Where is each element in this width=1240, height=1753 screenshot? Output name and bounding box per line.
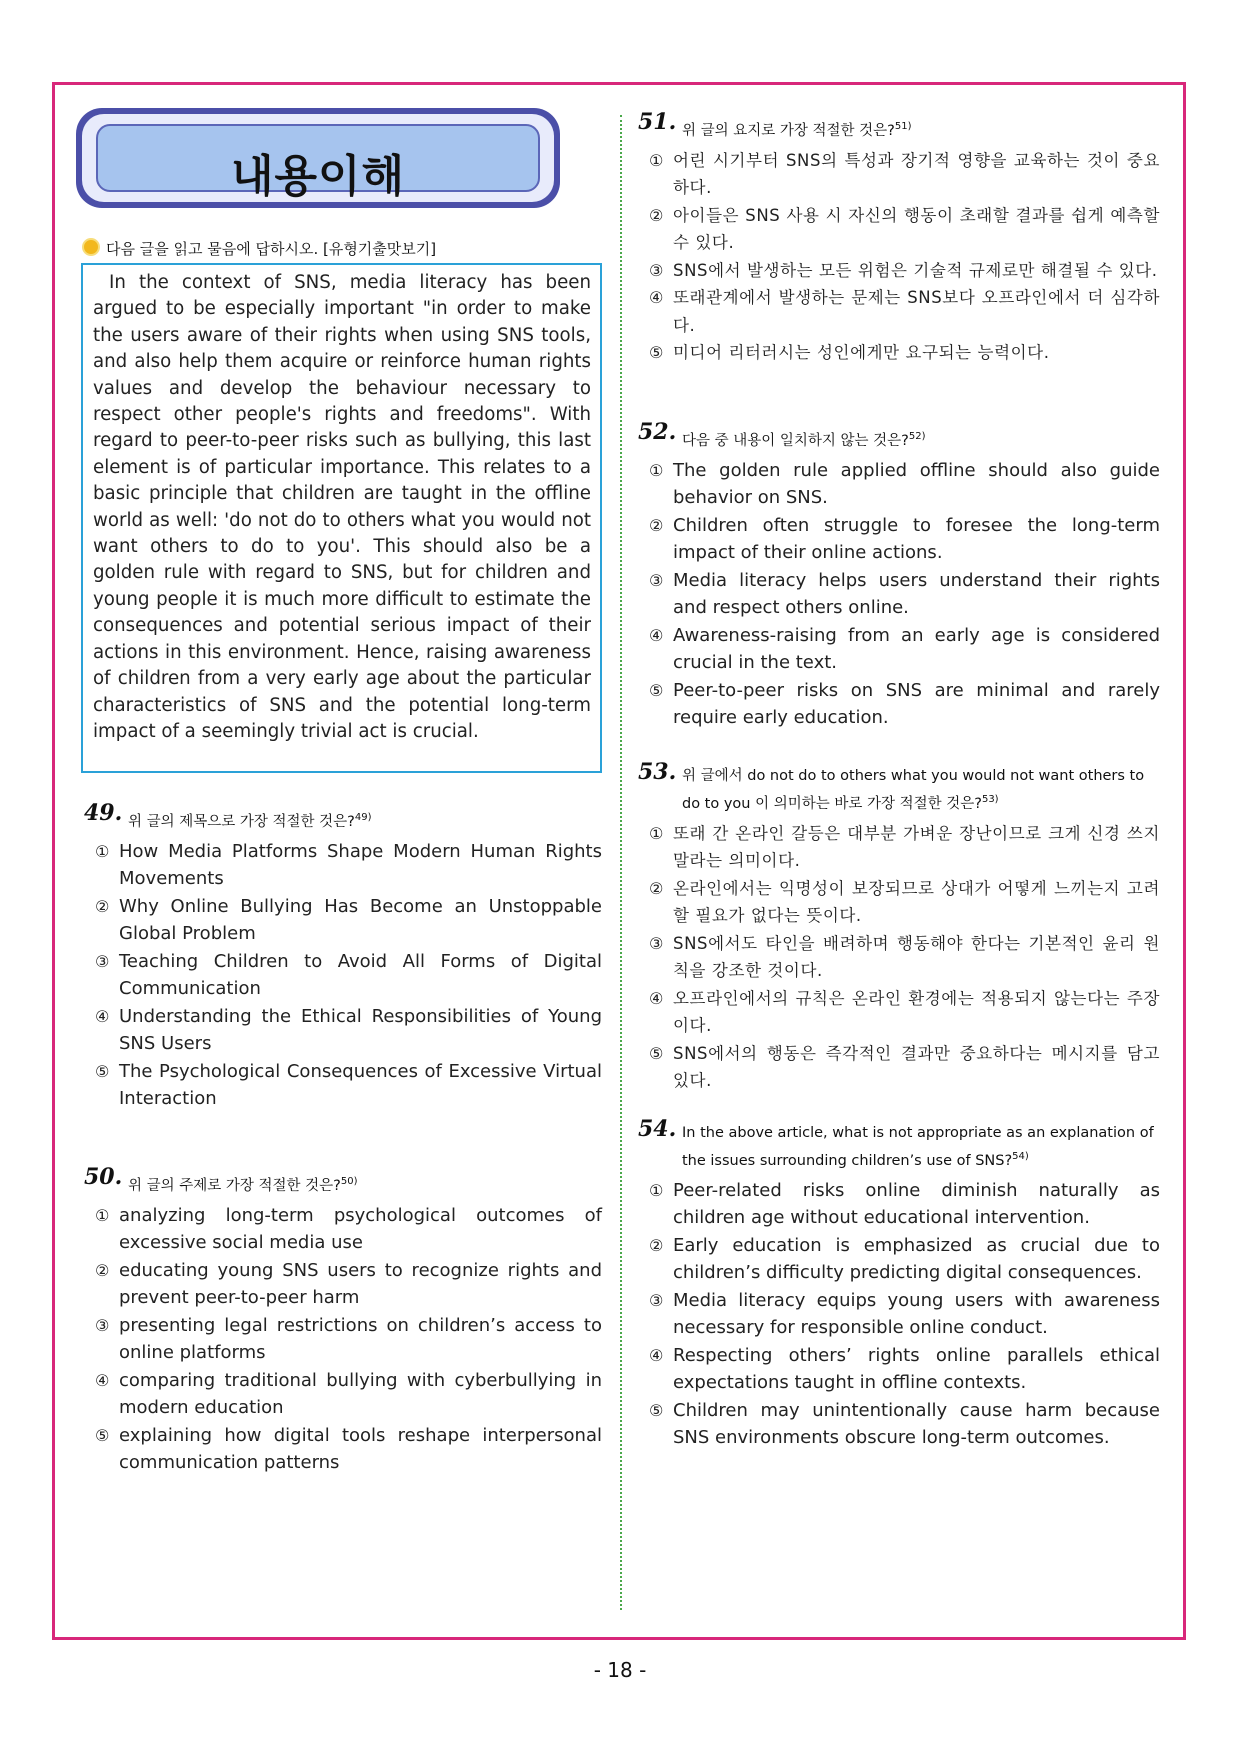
question-52-footnote: 52) — [908, 431, 926, 442]
question-52-option-3[interactable]: ③ Media literacy helps users understand their rights and respect others online. — [649, 569, 1160, 619]
question-49 — [84, 800, 602, 1113]
question-49-stem — [84, 800, 602, 834]
column-divider — [620, 115, 622, 1610]
question-52-option-2[interactable]: ② Children often struggle to foresee the long-term impact of their online actions. — [649, 514, 1160, 564]
question-51-option-1[interactable]: ① 어린 시기부터 SNS의 특성과 장기적 영향을 교육하는 것이 중요하다. — [649, 150, 1160, 198]
reading-passage: In the context of SNS, media literacy has been argued to be especially important "in order to make the users aware of their rights when using SNS tools, and also help them acquire or reinforce human rights values and develop the behaviour necessary to respect other people's rights and freedoms". With regard to peer-to-peer risks such as bullying, this last element is of particular importance. This relates to a basic principle that children are taught in the offline world as well: 'do not do to others what you would not want others to do to you'. This should also be a golden rule with regard to SNS, but for children and young people it is much more difficult to estimate the consequences and potential serious impact of their actions in this environment. Hence, raising awareness of children from a very early age about the particular characteristics of SNS and the potential long-term impact of a seemingly trivial act is crucial. — [81, 263, 602, 773]
section-title-banner — [76, 108, 560, 208]
question-51 — [638, 109, 1160, 367]
question-51-option-2[interactable]: ② 아이들은 SNS 사용 시 자신의 행동이 초래할 결과를 쉽게 예측할 수 있다. — [649, 205, 1160, 253]
question-53-option-1[interactable]: ① 또래 간 온라인 갈등은 대부분 가벼운 장난이므로 크게 신경 쓰지 말라는 의미이다. — [649, 823, 1160, 871]
question-54-number: 54. — [638, 1116, 677, 1142]
question-49-option-1[interactable]: ① How Media Platforms Shape Modern Human Rights Movements — [95, 840, 602, 890]
question-51-footnote: 51) — [894, 121, 912, 132]
question-53-option-5[interactable]: ⑤ SNS에서의 행동은 즉각적인 결과만 중요하다는 메시지를 담고 있다. — [649, 1043, 1160, 1091]
question-51-option-5[interactable]: ⑤ 미디어 리터러시는 성인에게만 요구되는 능력이다. — [649, 343, 1050, 363]
question-54-text: In the above article, what is not appropriate as an explanation of the issues surrounding children’s use of SNS? — [682, 1125, 1154, 1169]
question-53-option-2[interactable]: ② 온라인에서는 익명성이 보장되므로 상대가 어떻게 느끼는지 고려할 필요가 없다는 뜻이다. — [649, 878, 1160, 926]
question-50-text: 위 글의 주제로 가장 적절한 것은? — [128, 1177, 341, 1194]
question-52-option-4[interactable]: ④ Awareness-raising from an early age is considered crucial in the text. — [649, 624, 1160, 674]
question-50-option-3[interactable]: ③ presenting legal restrictions on children’s access to online platforms — [95, 1314, 602, 1364]
question-54-option-5[interactable]: ⑤ Children may unintentionally cause harm because SNS environments obscure long-term outcomes. — [649, 1399, 1160, 1449]
question-52-option-5[interactable]: ⑤ Peer-to-peer risks on SNS are minimal and rarely require early education. — [649, 679, 1160, 729]
question-52-text: 다음 중 내용이 일치하지 않는 것은? — [682, 432, 909, 449]
question-53-footnote: 53) — [981, 794, 999, 805]
question-50-option-2[interactable]: ② educating young SNS users to recognize rights and prevent peer-to-peer harm — [95, 1259, 602, 1309]
question-53 — [638, 759, 1160, 1095]
question-49-number: 49. — [84, 800, 123, 826]
flower-icon — [82, 238, 100, 256]
question-49-option-5[interactable]: ⑤ The Psychological Consequences of Excessive Virtual Interaction — [95, 1060, 602, 1110]
question-50-option-4[interactable]: ④ comparing traditional bullying with cyberbullying in modern education — [95, 1369, 602, 1419]
question-52-number: 52. — [638, 419, 677, 445]
question-49-option-3[interactable]: ③ Teaching Children to Avoid All Forms of Digital Communication — [95, 950, 602, 1000]
question-49-option-2[interactable]: ② Why Online Bullying Has Become an Unstoppable Global Problem — [95, 895, 602, 945]
instruction — [82, 238, 436, 259]
question-54-option-3[interactable]: ③ Media literacy equips young users with awareness necessary for responsible online conduct. — [649, 1289, 1160, 1339]
question-51-option-4[interactable]: ④ 또래관계에서 발생하는 문제는 SNS보다 오프라인에서 더 심각하다. — [649, 288, 1160, 335]
question-52 — [638, 419, 1160, 732]
question-51-text: 위 글의 요지로 가장 적절한 것은? — [682, 122, 895, 139]
instruction-text: 다음 글을 읽고 물음에 답하시오. [유형기출맛보기] — [106, 240, 437, 258]
question-53-option-4[interactable]: ④ 오프라인에서의 규칙은 온라인 환경에는 적용되지 않는다는 주장이다. — [649, 988, 1160, 1036]
question-54-stem — [638, 1116, 1160, 1173]
question-50 — [84, 1164, 602, 1477]
question-50-option-5[interactable]: ⑤ explaining how digital tools reshape interpersonal communication patterns — [95, 1424, 602, 1474]
question-53-text: 위 글에서 do not do to others what you would not want others to do to you 이 의미하는 바로 가장 적절한 것은? — [682, 768, 1145, 812]
question-54-footnote: 54) — [1012, 1151, 1029, 1162]
question-52-stem — [638, 419, 1160, 453]
question-49-text: 위 글의 제목으로 가장 적절한 것은? — [128, 813, 355, 830]
question-49-option-4[interactable]: ④ Understanding the Ethical Responsibilities of Young SNS Users — [95, 1005, 602, 1055]
question-50-option-1[interactable]: ① analyzing long-term psychological outcomes of excessive social media use — [95, 1204, 602, 1254]
question-52-option-1[interactable]: ① The golden rule applied offline should also guide behavior on SNS. — [649, 459, 1160, 509]
question-50-stem — [84, 1164, 602, 1198]
question-50-number: 50. — [84, 1164, 123, 1190]
question-54 — [638, 1116, 1160, 1452]
question-53-option-3[interactable]: ③ SNS에서도 타인을 배려하며 행동해야 한다는 기본적인 윤리 원칙을 강조한 것이다. — [649, 933, 1160, 981]
question-51-stem — [638, 109, 1160, 143]
section-title: 내용이해 — [230, 151, 405, 202]
page-number: - 18 - — [593, 1658, 647, 1682]
question-50-footnote: 50) — [340, 1176, 358, 1187]
question-51-number: 51. — [638, 109, 677, 135]
question-54-option-2[interactable]: ② Early education is emphasized as crucial due to children’s difficulty predicting digital consequences. — [649, 1234, 1160, 1284]
question-54-option-1[interactable]: ① Peer-related risks online diminish naturally as children age without educational intervention. — [649, 1179, 1160, 1229]
question-53-number: 53. — [638, 759, 677, 785]
question-53-stem — [638, 759, 1160, 816]
question-49-footnote: 49) — [354, 812, 372, 823]
question-51-option-3[interactable]: ③ SNS에서 발생하는 모든 위험은 기술적 규제로만 해결될 수 있다. — [649, 260, 1158, 280]
question-54-option-4[interactable]: ④ Respecting others’ rights online parallels ethical expectations taught in offline contexts. — [649, 1344, 1160, 1394]
